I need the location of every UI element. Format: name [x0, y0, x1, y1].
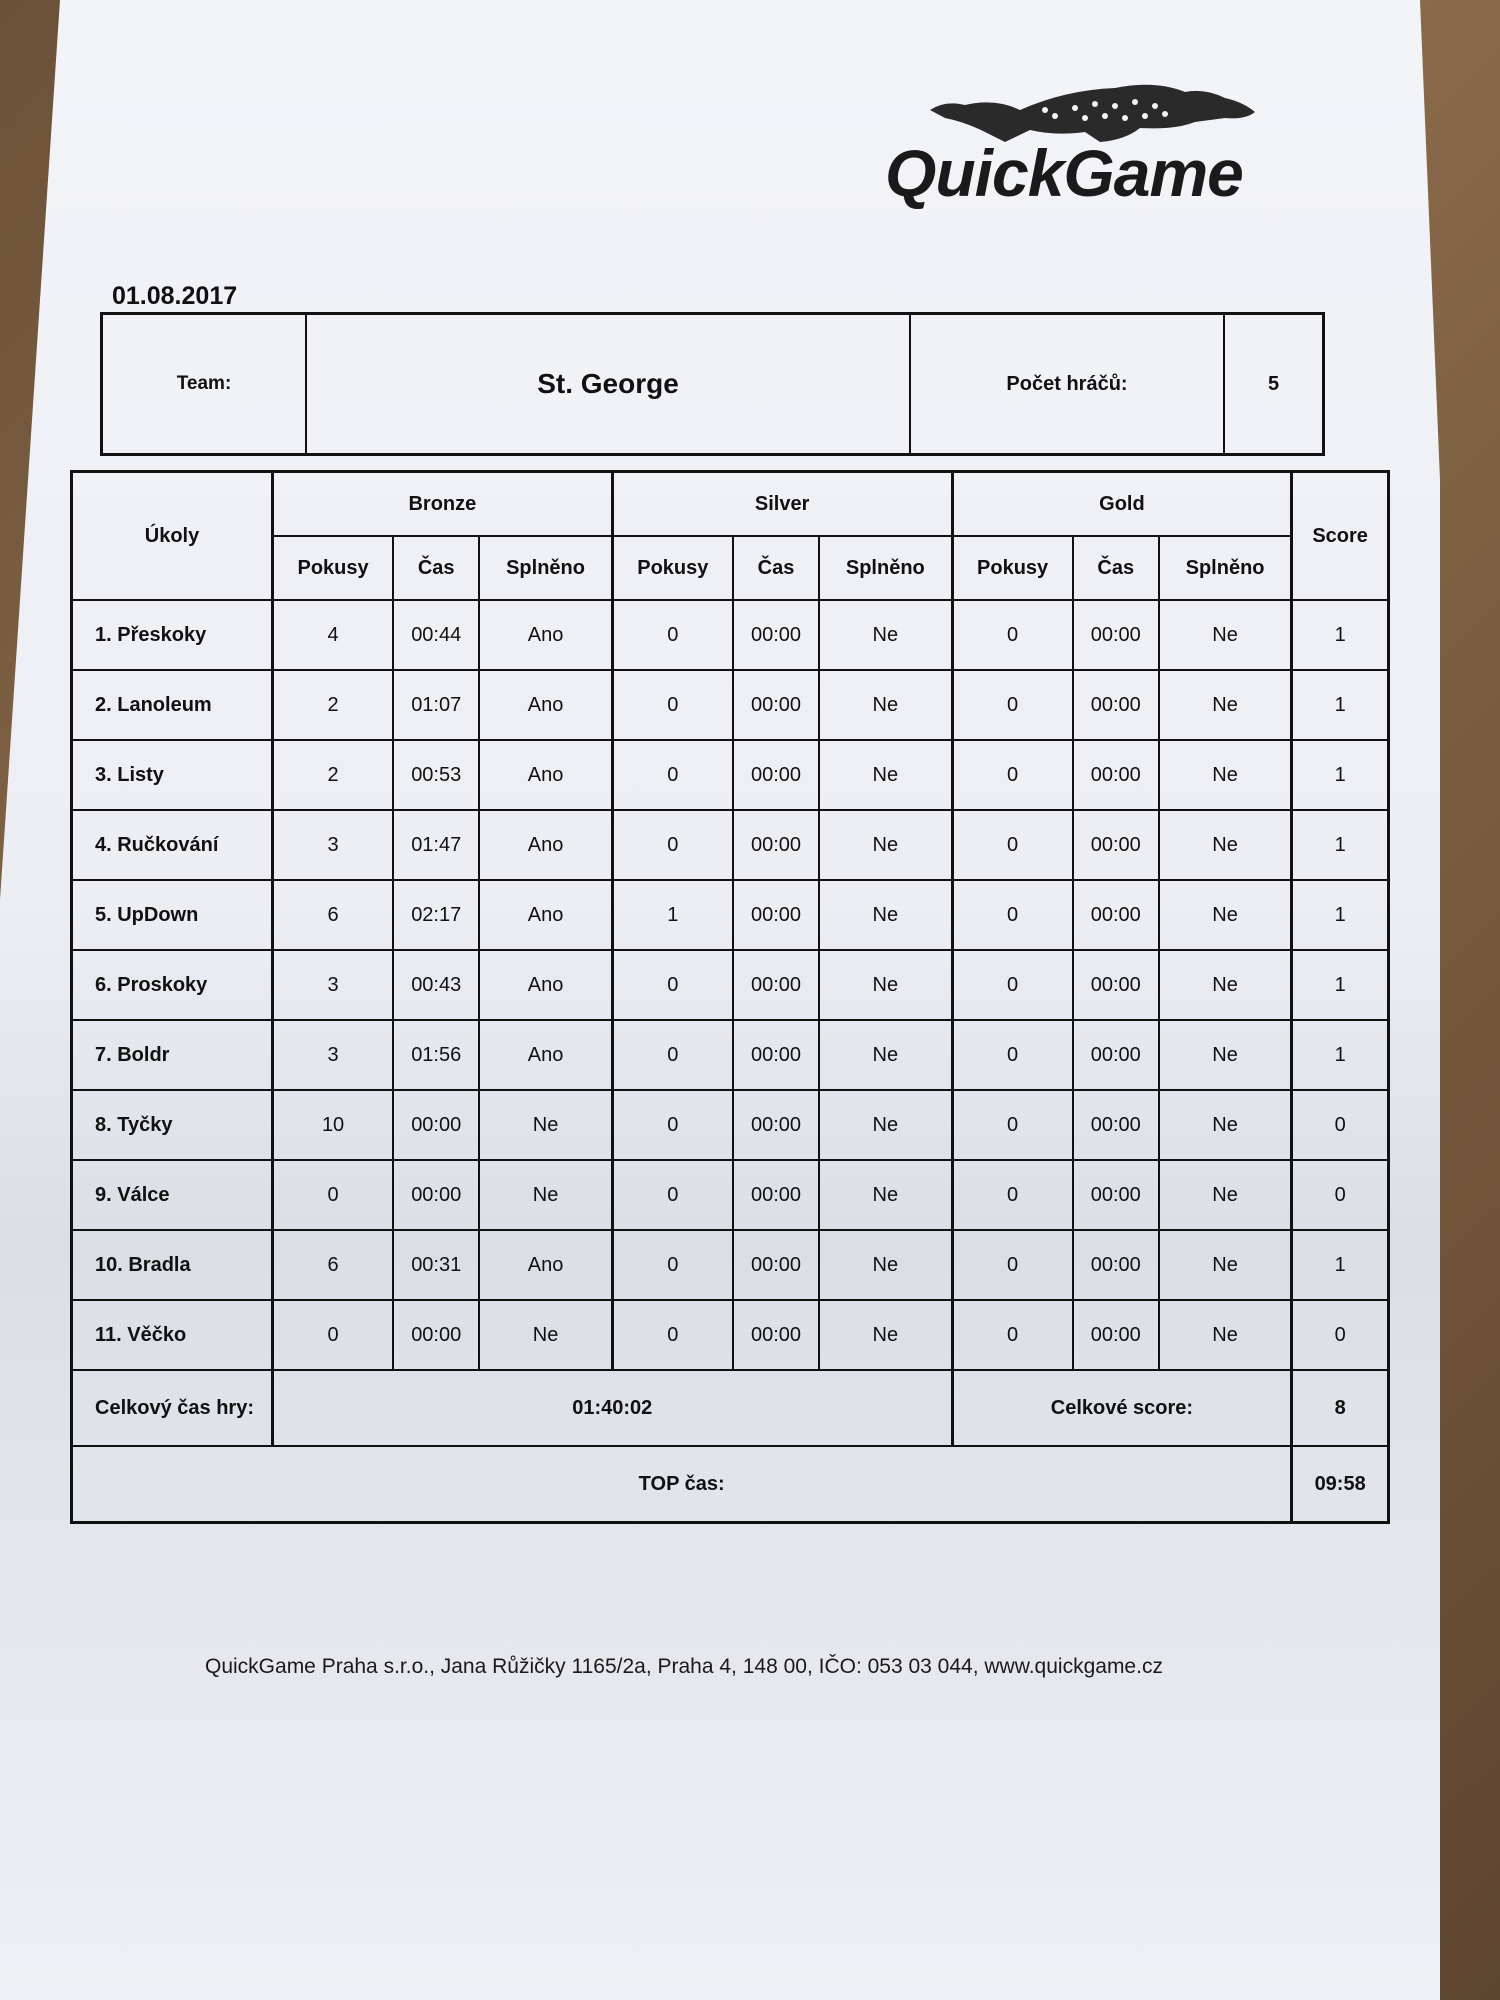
bronze-time: 00:00 — [393, 1090, 479, 1160]
total-score: 8 — [1292, 1370, 1389, 1446]
bronze-time: 00:31 — [393, 1230, 479, 1300]
bronze-time: 00:44 — [393, 600, 479, 670]
gold-attempts-header: Pokusy — [952, 536, 1073, 600]
silver-attempts: 0 — [612, 1230, 733, 1300]
table-row — [72, 740, 1389, 810]
silver-time: 00:00 — [733, 810, 819, 880]
silver-time: 00:00 — [733, 1160, 819, 1230]
silver-done: Ne — [819, 1020, 952, 1090]
silver-attempts: 0 — [612, 1160, 733, 1230]
bronze-attempts: 2 — [273, 670, 394, 740]
team-label: Team: — [102, 314, 307, 455]
gold-time: 00:00 — [1073, 740, 1159, 810]
gold-done: Ne — [1159, 880, 1292, 950]
bronze-time: 01:47 — [393, 810, 479, 880]
bronze-time: 01:56 — [393, 1020, 479, 1090]
task-score: 0 — [1292, 1090, 1389, 1160]
bronze-done-header: Splněno — [479, 536, 612, 600]
table-row — [72, 1160, 1389, 1230]
task-name: 6. Proskoky — [72, 950, 273, 1020]
bronze-done: Ne — [479, 1090, 612, 1160]
gold-time: 00:00 — [1073, 880, 1159, 950]
table-row — [72, 880, 1389, 950]
gold-attempts: 0 — [952, 1020, 1073, 1090]
silver-time: 00:00 — [733, 1300, 819, 1370]
task-score: 1 — [1292, 740, 1389, 810]
silver-done: Ne — [819, 600, 952, 670]
bronze-attempts-header: Pokusy — [273, 536, 394, 600]
silver-time: 00:00 — [733, 670, 819, 740]
gold-done: Ne — [1159, 1020, 1292, 1090]
silver-time: 00:00 — [733, 1020, 819, 1090]
bronze-attempts: 6 — [273, 880, 394, 950]
gold-attempts: 0 — [952, 1300, 1073, 1370]
bronze-attempts: 3 — [273, 1020, 394, 1090]
task-name: 8. Tyčky — [72, 1090, 273, 1160]
task-score: 1 — [1292, 1230, 1389, 1300]
bronze-time: 00:53 — [393, 740, 479, 810]
silver-attempts: 0 — [612, 740, 733, 810]
table-row — [72, 1230, 1389, 1300]
gold-done: Ne — [1159, 950, 1292, 1020]
silver-done: Ne — [819, 1230, 952, 1300]
task-name: 9. Válce — [72, 1160, 273, 1230]
gold-time: 00:00 — [1073, 600, 1159, 670]
gold-attempts: 0 — [952, 1160, 1073, 1230]
bronze-time: 00:43 — [393, 950, 479, 1020]
gold-attempts: 0 — [952, 1090, 1073, 1160]
team-name: St. George — [306, 314, 910, 455]
task-score: 1 — [1292, 810, 1389, 880]
bronze-attempts: 2 — [273, 740, 394, 810]
gold-attempts: 0 — [952, 670, 1073, 740]
gold-done: Ne — [1159, 1300, 1292, 1370]
gold-time: 00:00 — [1073, 950, 1159, 1020]
task-name: 2. Lanoleum — [72, 670, 273, 740]
gold-done: Ne — [1159, 670, 1292, 740]
gold-done-header: Splněno — [1159, 536, 1292, 600]
task-name: 4. Ručkování — [72, 810, 273, 880]
table-row — [72, 950, 1389, 1020]
date: 01.08.2017 — [112, 282, 238, 310]
gold-attempts: 0 — [952, 880, 1073, 950]
task-score: 0 — [1292, 1300, 1389, 1370]
bronze-attempts: 0 — [273, 1160, 394, 1230]
task-name: 3. Listy — [72, 740, 273, 810]
table-row — [72, 1300, 1389, 1370]
tasks-header: Úkoly — [72, 472, 273, 601]
team-info-table — [100, 312, 1325, 456]
gold-time: 00:00 — [1073, 1020, 1159, 1090]
gold-time: 00:00 — [1073, 810, 1159, 880]
bronze-done: Ne — [479, 1160, 612, 1230]
top-time-label: TOP čas: — [72, 1446, 1292, 1523]
task-score: 1 — [1292, 880, 1389, 950]
silver-attempts: 0 — [612, 1020, 733, 1090]
score-header: Score — [1292, 472, 1389, 601]
silver-attempts: 0 — [612, 600, 733, 670]
bronze-done: Ano — [479, 1020, 612, 1090]
gold-attempts: 0 — [952, 810, 1073, 880]
table-row — [72, 670, 1389, 740]
silver-done: Ne — [819, 740, 952, 810]
gold-attempts: 0 — [952, 950, 1073, 1020]
bronze-done: Ano — [479, 600, 612, 670]
table-row — [72, 1020, 1389, 1090]
task-score: 0 — [1292, 1160, 1389, 1230]
gold-time: 00:00 — [1073, 1300, 1159, 1370]
silver-time: 00:00 — [733, 740, 819, 810]
gold-attempts: 0 — [952, 740, 1073, 810]
gold-done: Ne — [1159, 740, 1292, 810]
silver-time-header: Čas — [733, 536, 819, 600]
results-table — [70, 470, 1390, 1524]
silver-done: Ne — [819, 1300, 952, 1370]
task-name: 10. Bradla — [72, 1230, 273, 1300]
players-count-label: Počet hráčů: — [910, 314, 1224, 455]
silver-header: Silver — [612, 472, 952, 537]
silver-attempts: 1 — [612, 880, 733, 950]
players-count: 5 — [1224, 314, 1324, 455]
gold-time: 00:00 — [1073, 1090, 1159, 1160]
bronze-attempts: 3 — [273, 950, 394, 1020]
gold-done: Ne — [1159, 600, 1292, 670]
table-row — [72, 810, 1389, 880]
bronze-attempts: 10 — [273, 1090, 394, 1160]
gold-time: 00:00 — [1073, 670, 1159, 740]
bronze-header: Bronze — [273, 472, 613, 537]
quickgame-logo — [885, 70, 1265, 230]
bronze-attempts: 3 — [273, 810, 394, 880]
task-name: 7. Boldr — [72, 1020, 273, 1090]
gold-done: Ne — [1159, 1230, 1292, 1300]
bronze-time: 00:00 — [393, 1300, 479, 1370]
silver-done: Ne — [819, 1160, 952, 1230]
task-score: 1 — [1292, 600, 1389, 670]
bronze-done: Ano — [479, 810, 612, 880]
silver-done: Ne — [819, 880, 952, 950]
bronze-done: Ano — [479, 880, 612, 950]
silver-attempts: 0 — [612, 1300, 733, 1370]
gold-time-header: Čas — [1073, 536, 1159, 600]
task-score: 1 — [1292, 1020, 1389, 1090]
logo-text: QuickGame — [885, 136, 1243, 210]
silver-done-header: Splněno — [819, 536, 952, 600]
silver-time: 00:00 — [733, 880, 819, 950]
silver-attempts: 0 — [612, 810, 733, 880]
silver-done: Ne — [819, 950, 952, 1020]
bronze-done: Ne — [479, 1300, 612, 1370]
table-row — [72, 600, 1389, 670]
task-name: 11. Věčko — [72, 1300, 273, 1370]
gold-time: 00:00 — [1073, 1230, 1159, 1300]
gold-time: 00:00 — [1073, 1160, 1159, 1230]
task-score: 1 — [1292, 670, 1389, 740]
silver-done: Ne — [819, 810, 952, 880]
silver-attempts: 0 — [612, 1090, 733, 1160]
silver-attempts-header: Pokusy — [612, 536, 733, 600]
bronze-attempts: 0 — [273, 1300, 394, 1370]
company-footer: QuickGame Praha s.r.o., Jana Růžičky 1165/2a, Praha 4, 148 00, IČO: 053 03 044, www.quickgame.cz — [205, 1655, 1163, 1678]
bronze-time: 02:17 — [393, 880, 479, 950]
silver-time: 00:00 — [733, 1090, 819, 1160]
task-score: 1 — [1292, 950, 1389, 1020]
total-score-label: Celkové score: — [952, 1370, 1292, 1446]
total-time-label: Celkový čas hry: — [72, 1370, 273, 1446]
bronze-done: Ano — [479, 670, 612, 740]
table-row — [72, 1090, 1389, 1160]
gold-done: Ne — [1159, 1090, 1292, 1160]
silver-time: 00:00 — [733, 600, 819, 670]
bronze-time: 00:00 — [393, 1160, 479, 1230]
gold-header: Gold — [952, 472, 1292, 537]
gold-attempts: 0 — [952, 1230, 1073, 1300]
task-name: 5. UpDown — [72, 880, 273, 950]
top-time: 09:58 — [1292, 1446, 1389, 1523]
bronze-done: Ano — [479, 740, 612, 810]
silver-done: Ne — [819, 670, 952, 740]
bronze-done: Ano — [479, 950, 612, 1020]
bronze-done: Ano — [479, 1230, 612, 1300]
total-time: 01:40:02 — [273, 1370, 953, 1446]
silver-done: Ne — [819, 1090, 952, 1160]
silver-time: 00:00 — [733, 950, 819, 1020]
gold-done: Ne — [1159, 1160, 1292, 1230]
task-name: 1. Přeskoky — [72, 600, 273, 670]
silver-time: 00:00 — [733, 1230, 819, 1300]
bronze-attempts: 6 — [273, 1230, 394, 1300]
bronze-time-header: Čas — [393, 536, 479, 600]
gold-done: Ne — [1159, 810, 1292, 880]
silver-attempts: 0 — [612, 950, 733, 1020]
bronze-attempts: 4 — [273, 600, 394, 670]
bronze-time: 01:07 — [393, 670, 479, 740]
silver-attempts: 0 — [612, 670, 733, 740]
gold-attempts: 0 — [952, 600, 1073, 670]
